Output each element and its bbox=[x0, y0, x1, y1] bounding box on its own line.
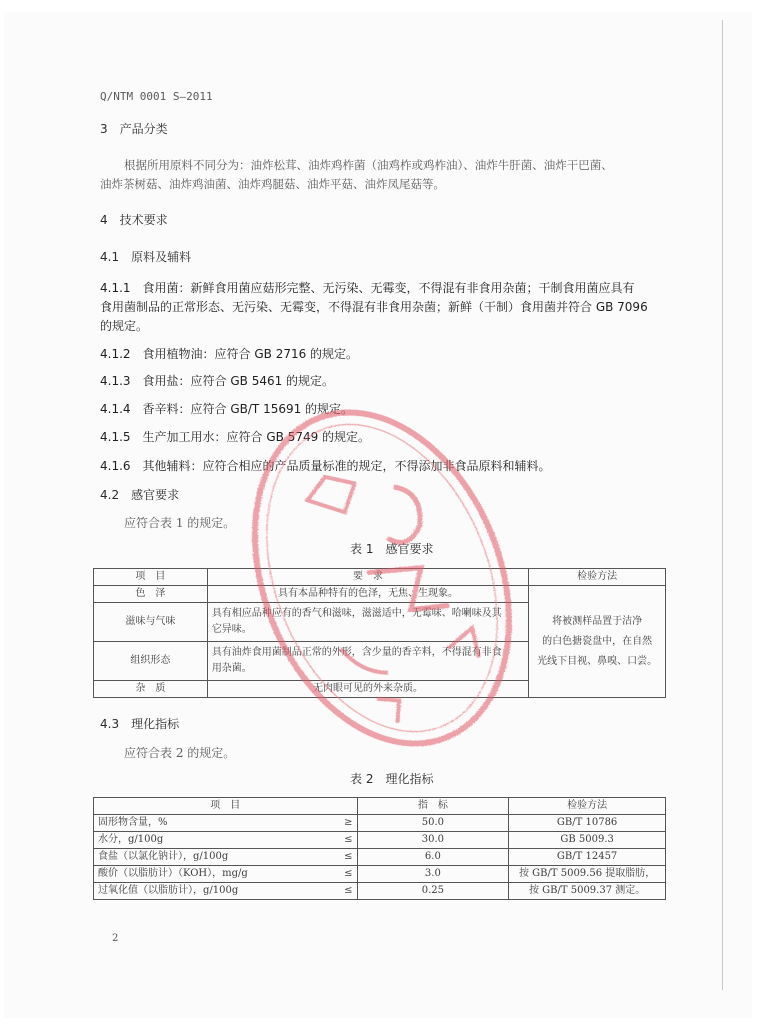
section-4-2-text: 应符合表 1 的规定。 bbox=[124, 516, 236, 530]
table-1-header-method: 检验方法 bbox=[529, 569, 666, 586]
table-1-method-line3: 光线下目视、鼻嗅、口尝。 bbox=[537, 655, 658, 667]
scan-edge-line bbox=[722, 20, 723, 990]
table-2-operator: ≤ bbox=[327, 832, 357, 849]
section-4-1-1-line1: 4.1.1 食用菌：新鲜食用菌应菇形完整、无污染、无霉变，不得混有非食用杂菌；干制食用菌应具有 bbox=[100, 281, 635, 295]
table-1-item: 杂 质 bbox=[94, 681, 208, 698]
table-2-header-item: 项 目 bbox=[94, 798, 358, 815]
table-1-requirement: 无肉眼可见的外来杂质。 bbox=[207, 681, 528, 698]
table-1-requirement bbox=[207, 642, 528, 681]
section-4-1-1-line3: 的规定。 bbox=[100, 319, 149, 333]
section-4-1-2: 4.1.2 食用植物油：应符合 GB 2716 的规定。 bbox=[100, 347, 359, 361]
table-row bbox=[94, 866, 666, 883]
table-2-method: GB 5009.3 bbox=[509, 832, 666, 849]
table-row bbox=[94, 569, 666, 586]
page-number: 2 bbox=[112, 933, 119, 944]
table-2-value: 50.0 bbox=[357, 815, 509, 832]
table-2-header-method: 检验方法 bbox=[509, 798, 666, 815]
table-1-requirement-line2: 它异味。 bbox=[211, 624, 252, 635]
table-2-item: 食盐（以氯化钠计），g/100g bbox=[94, 849, 328, 866]
section-4-2-heading: 4.2 感官要求 bbox=[100, 488, 180, 502]
table-row bbox=[94, 832, 666, 849]
section-3-heading: 3 产品分类 bbox=[100, 122, 168, 136]
table-2-item: 固形物含量，% bbox=[94, 815, 328, 832]
table-row bbox=[94, 849, 666, 866]
section-4-1-1-line2: 食用菌制品的正常形态、无污染、无霉变，不得混有非食用杂菌；新鲜（干制）食用菌并符合 GB 7096 bbox=[100, 300, 648, 314]
table-2-method: GB/T 12457 bbox=[509, 849, 666, 866]
table-1-item: 色 泽 bbox=[94, 586, 208, 603]
table-1-method bbox=[529, 586, 666, 698]
table-1-requirement bbox=[207, 603, 528, 642]
table-2-value: 30.0 bbox=[357, 832, 509, 849]
table-row bbox=[94, 815, 666, 832]
table-1-sensory bbox=[93, 568, 666, 698]
table-row bbox=[94, 798, 666, 815]
section-4-3-text: 应符合表 2 的规定。 bbox=[124, 746, 236, 760]
table-2-physicochemical bbox=[93, 797, 666, 900]
table-1-requirement-line1: 具有油炸食用菌制品正常的外形，含少量的香辛料，不得混有非食 bbox=[211, 647, 502, 658]
table-1-requirement-line2: 用杂菌。 bbox=[211, 663, 252, 674]
table-1-header-requirement: 要 求 bbox=[207, 569, 528, 586]
table-2-value: 3.0 bbox=[357, 866, 509, 883]
table-2-operator: ≥ bbox=[327, 815, 357, 832]
table-row bbox=[94, 883, 666, 900]
table-1-header-item: 项 目 bbox=[94, 569, 208, 586]
table-2-value: 0.25 bbox=[357, 883, 509, 900]
section-4-heading: 4 技术要求 bbox=[100, 213, 168, 227]
standard-code: Q/NTM 0001 S—2011 bbox=[100, 90, 213, 103]
table-2-item: 过氧化值（以脂肪计），g/100g bbox=[94, 883, 328, 900]
table-2-operator: ≤ bbox=[327, 849, 357, 866]
table-2-value: 6.0 bbox=[357, 849, 509, 866]
table-1-requirement-line1: 具有相应品种应有的香气和滋味，滋滋适中，无霉味、哈喇味及其 bbox=[211, 608, 502, 619]
table-1-requirement: 具有本品种特有的色泽，无焦、生现象。 bbox=[207, 586, 528, 603]
table-2-item: 酸价（以脂肪计）（KOH），mg/g bbox=[94, 866, 328, 883]
table-row bbox=[94, 586, 666, 603]
table-2-method: GB/T 10786 bbox=[509, 815, 666, 832]
table-2-caption: 表 2 理化指标 bbox=[350, 772, 434, 786]
table-2-method: 按 GB/T 5009.56 提取脂肪， bbox=[509, 866, 666, 883]
section-4-1-3: 4.1.3 食用盐：应符合 GB 5461 的规定。 bbox=[100, 374, 335, 388]
table-2-method: 按 GB/T 5009.37 测定。 bbox=[509, 883, 666, 900]
section-3-paragraph-line2: 油炸茶树菇、油炸鸡油菌、油炸鸡腿菇、油炸平菇、油炸凤尾菇等。 bbox=[100, 177, 445, 191]
section-4-3-heading: 4.3 理化指标 bbox=[100, 717, 180, 731]
section-4-1-5: 4.1.5 生产加工用水：应符合 GB 5749 的规定。 bbox=[100, 430, 371, 444]
section-4-1-6: 4.1.6 其他辅料：应符合相应的产品质量标准的规定，不得添加非食品原料和辅料。 bbox=[100, 459, 551, 473]
table-1-caption: 表 1 感官要求 bbox=[350, 542, 434, 556]
table-2-header-index: 指 标 bbox=[357, 798, 509, 815]
table-1-item: 组织形态 bbox=[94, 642, 208, 681]
table-1-method-line1: 将被测样品置于洁净 bbox=[552, 615, 643, 627]
table-2-operator: ≤ bbox=[327, 883, 357, 900]
table-1-method-line2: 的白色搪瓷盘中，在自然 bbox=[542, 635, 653, 647]
section-3-paragraph-line1: 根据所用原料不同分为：油炸松茸、油炸鸡柞菌（油鸡柞或鸡柞油）、油炸牛肝菌、油炸干巴菌、 bbox=[124, 158, 613, 172]
table-2-item: 水分，g/100g bbox=[94, 832, 328, 849]
section-4-1-heading: 4.1 原料及辅料 bbox=[100, 250, 192, 264]
table-2-operator: ≤ bbox=[327, 866, 357, 883]
table-1-item: 滋味与气味 bbox=[94, 603, 208, 642]
section-4-1-4: 4.1.4 香辛料：应符合 GB/T 15691 的规定。 bbox=[100, 402, 354, 416]
